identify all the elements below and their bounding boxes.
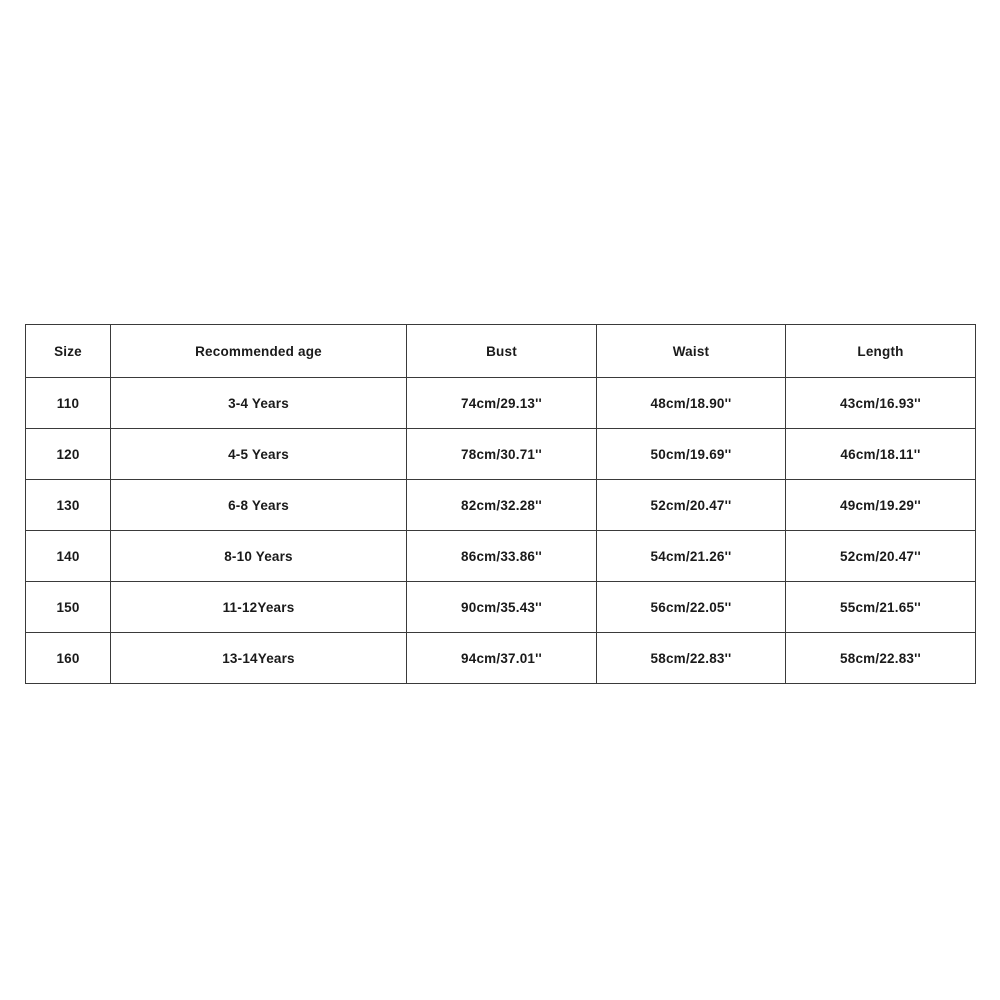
cell-length: 52cm/20.47'' bbox=[786, 531, 976, 582]
cell-size: 110 bbox=[26, 378, 111, 429]
size-chart-container bbox=[25, 324, 975, 684]
table-header bbox=[26, 325, 976, 378]
cell-length: 55cm/21.65'' bbox=[786, 582, 976, 633]
cell-waist: 52cm/20.47'' bbox=[597, 480, 786, 531]
cell-waist: 48cm/18.90'' bbox=[597, 378, 786, 429]
column-header-size: Size bbox=[26, 325, 111, 378]
table-row bbox=[26, 633, 976, 684]
cell-size: 130 bbox=[26, 480, 111, 531]
cell-length: 58cm/22.83'' bbox=[786, 633, 976, 684]
cell-bust: 94cm/37.01'' bbox=[407, 633, 597, 684]
cell-length: 46cm/18.11'' bbox=[786, 429, 976, 480]
column-header-waist: Waist bbox=[597, 325, 786, 378]
cell-recommended-age: 4-5 Years bbox=[111, 429, 407, 480]
cell-recommended-age: 8-10 Years bbox=[111, 531, 407, 582]
size-chart-table bbox=[25, 324, 976, 684]
table-body bbox=[26, 378, 976, 684]
cell-recommended-age: 13-14Years bbox=[111, 633, 407, 684]
cell-length: 43cm/16.93'' bbox=[786, 378, 976, 429]
cell-waist: 50cm/19.69'' bbox=[597, 429, 786, 480]
cell-length: 49cm/19.29'' bbox=[786, 480, 976, 531]
cell-bust: 82cm/32.28'' bbox=[407, 480, 597, 531]
cell-waist: 58cm/22.83'' bbox=[597, 633, 786, 684]
cell-bust: 90cm/35.43'' bbox=[407, 582, 597, 633]
table-row bbox=[26, 531, 976, 582]
cell-bust: 86cm/33.86'' bbox=[407, 531, 597, 582]
cell-recommended-age: 6-8 Years bbox=[111, 480, 407, 531]
table-row bbox=[26, 378, 976, 429]
cell-waist: 56cm/22.05'' bbox=[597, 582, 786, 633]
cell-recommended-age: 3-4 Years bbox=[111, 378, 407, 429]
column-header-recommended-age: Recommended age bbox=[111, 325, 407, 378]
table-header-row bbox=[26, 325, 976, 378]
column-header-length: Length bbox=[786, 325, 976, 378]
table-row bbox=[26, 429, 976, 480]
cell-waist: 54cm/21.26'' bbox=[597, 531, 786, 582]
table-row bbox=[26, 480, 976, 531]
table-row bbox=[26, 582, 976, 633]
column-header-bust: Bust bbox=[407, 325, 597, 378]
cell-size: 120 bbox=[26, 429, 111, 480]
cell-size: 150 bbox=[26, 582, 111, 633]
cell-bust: 74cm/29.13'' bbox=[407, 378, 597, 429]
cell-bust: 78cm/30.71'' bbox=[407, 429, 597, 480]
cell-size: 160 bbox=[26, 633, 111, 684]
cell-recommended-age: 11-12Years bbox=[111, 582, 407, 633]
cell-size: 140 bbox=[26, 531, 111, 582]
